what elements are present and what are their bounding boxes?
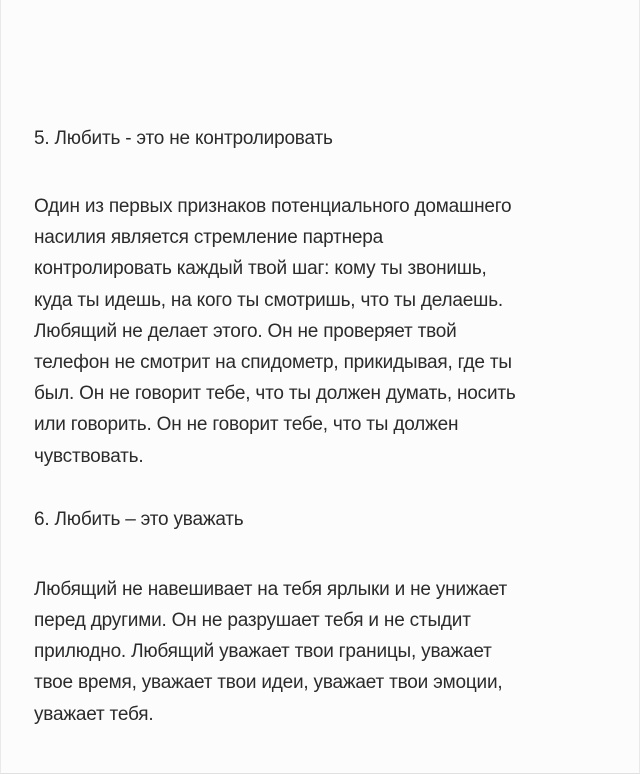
section-6-heading: 6. Любить – это уважать xyxy=(34,508,244,530)
section-5-line: контролировать каждый твой шаг: кому ты звонишь, xyxy=(34,258,487,280)
section-6-line: перед другими. Он не разрушает тебя и не стыдит xyxy=(34,610,471,632)
section-6-line: прилюдно. Любящий уважает твои границы, уважает xyxy=(34,641,492,663)
section-5-line: Любящий не делает этого. Он не проверяет твой xyxy=(34,320,457,342)
section-5-line: чувствовать. xyxy=(34,445,144,467)
section-5-line: куда ты идешь, на кого ты смотришь, что ты делаешь. xyxy=(34,289,503,311)
section-6-line: Любящий не навешивает на тебя ярлыки и не унижает xyxy=(34,578,507,600)
section-5-paragraph xyxy=(34,191,614,472)
section-5-line: был. Он не говорит тебе, что ты должен думать, носить xyxy=(34,383,516,405)
section-5-heading: 5. Любить - это не контролировать xyxy=(34,128,333,149)
section-5-line: телефон не смотрит на спидометр, прикидывая, где ты xyxy=(34,352,512,374)
document-text xyxy=(34,127,614,730)
section-5-line: или говорить. Он не говорит тебе, что ты должен xyxy=(34,414,459,436)
section-6-paragraph xyxy=(34,574,614,730)
section-5-line: насилия является стремление партнера xyxy=(34,227,383,249)
section-6-line: уважает тебя. xyxy=(34,703,154,725)
section-6-line: твое время, уважает твои идеи, уважает твои эмоции, xyxy=(34,672,503,694)
section-5-line: Один из первых признаков потенциального домашнего xyxy=(34,196,512,217)
